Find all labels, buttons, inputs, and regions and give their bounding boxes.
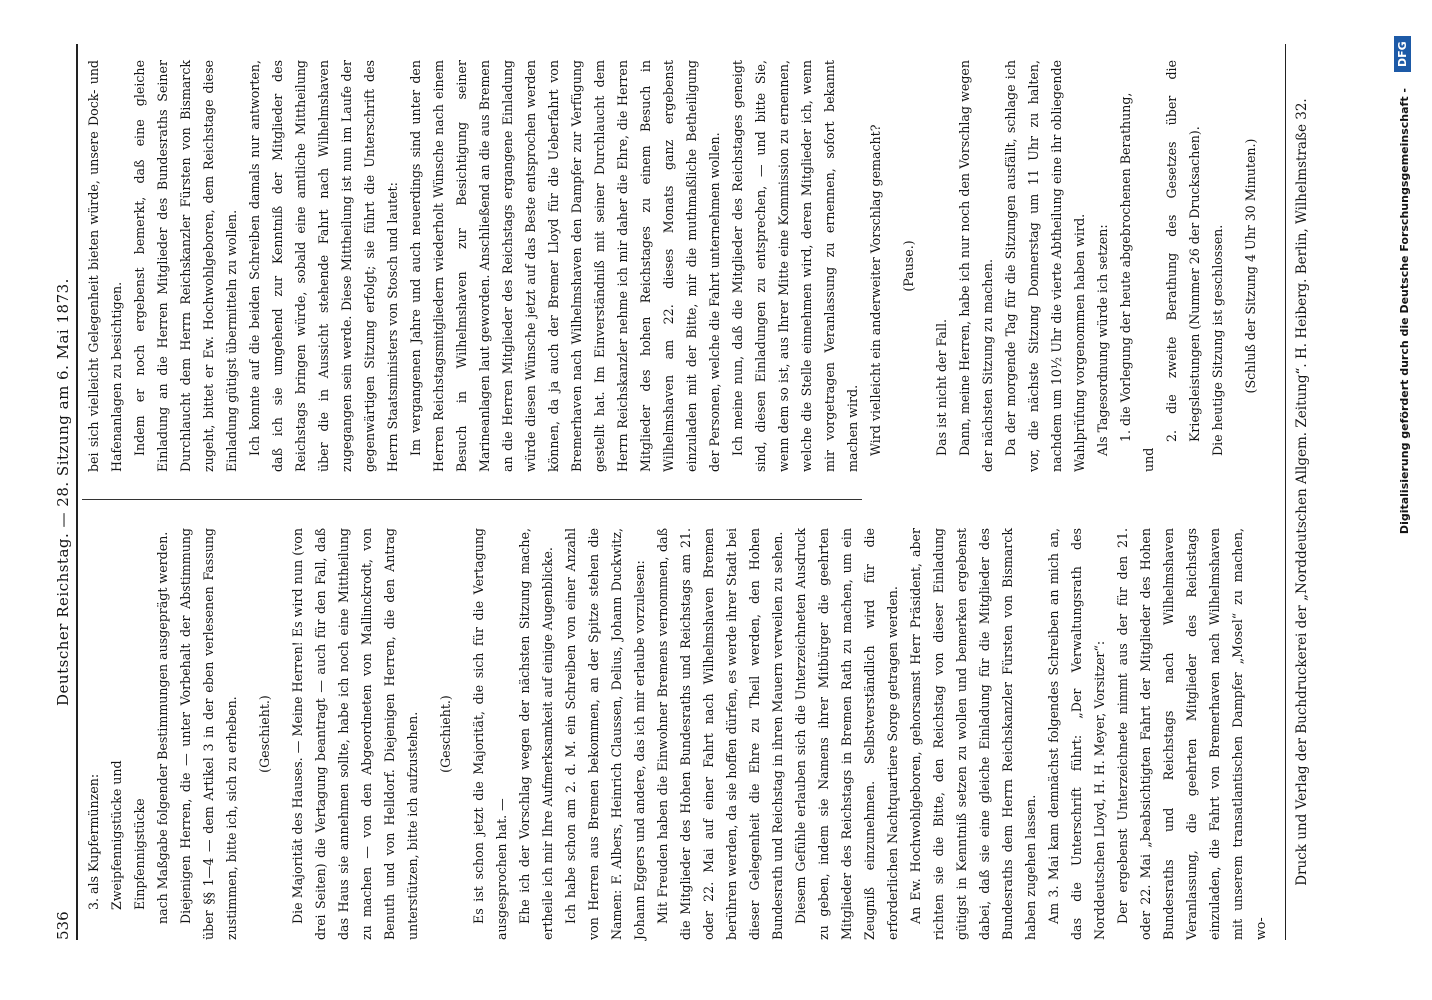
right-column-paragraph: Die heutige Sitzung ist geschlossen. <box>1210 224 1225 456</box>
dfg-logo: DFG <box>1394 36 1411 72</box>
left-column-paragraph: 3. als Kupfermünzen: <box>86 773 101 910</box>
left-column-paragraph: (Geschieht.) <box>257 695 272 773</box>
left-column-paragraph: Es ist schon jetzt die Majorität, die sich für die Vertagung ausgesprochen hat. — <box>471 528 509 940</box>
running-title: Deutscher Reichstag. — 28. Sitzung am 6. Mai 1873. <box>54 278 72 706</box>
left-column-paragraph: nach Maßgabe folgender Bestimmungen ausgeprägt werden. <box>155 531 170 924</box>
right-column <box>82 60 1258 472</box>
left-column <box>82 528 1268 940</box>
left-column-paragraph: An Ew. Hochwohlgeboren, gehorsamst Herr Präsident, aber richten sie die Bitte, den Reichstag von dieser Einladung gütigst in Kenntniß setzen zu wollen und bemerken ergebenst dabei, daß sie eine gleiche Einladung für die Mitglieder des Bundesraths dem Herrn Reichskanzler Fürsten von Bismarck haben zugehen lassen. <box>908 528 1038 940</box>
digitization-notice: Digitalisierung gefördert durch die Deutsche Forschungsgemeinschaft - <box>1398 88 1411 535</box>
right-column-paragraph: 2. die zweite Berathung des Gesetzes über die Kriegsleistungen (Nummer 26 der Drucksachen). <box>1164 60 1202 442</box>
right-column-paragraph: Da der morgende Tag für die Sitzungen ausfällt, schlage ich vor, die nächste Sitzung Donnerstag um 11 Uhr zu halten, nachdem um 10½ Uhr die vierte Abtheilung eine ihr obliegende Wahlprüfung vorgenommen haben wird. <box>1003 60 1087 472</box>
footer-divider <box>1285 44 1286 940</box>
left-column-paragraph: Zweipfennigstücke und <box>109 760 124 910</box>
right-column-paragraph: bei sich vielleicht Gelegenheit bieten würde, unsere Dock- und Hafenanlagen zu besichtigen. <box>86 60 124 472</box>
left-column-paragraph: Ehe ich der Vorschlag wegen der nächsten Sitzung mache, ertheile ich mir Ihre Aufmerksamkeit auf einige Augenblicke. <box>517 528 555 940</box>
right-column-paragraph: Als Tagesordnung würde ich setzen: <box>1095 224 1110 456</box>
left-column-paragraph: Diesem Gefühle erlauben sich die Unterzeichneten Ausdruck zu geben, indem sie Namens ihrer Mitbürger die geehrten Mitglieder des Reichstags in Bremen Rath zu machen, um ein Zeugniß einzunehmen. Selbstverständlich wird für die erforderlichen Nachtquartiere Sorge getragen werden. <box>793 528 900 940</box>
left-column-paragraph: Der ergebenst Unterzeichnete nimmt aus der für den 21. oder 22. Mai „beabsichtigten Fahrt der Mitglieder des Hohen Bundesraths und Reichstags nach Wilhelmshaven Veranlassung, die geehrten Mitglieder des Reichstags einzuladen, die Fahrt von Bremerhaven nach Wilhelmshaven mit unserem transatlantischen Dampfer „Mosel“ zu machen, wo- <box>1115 528 1268 940</box>
right-column-paragraph: und <box>1141 447 1156 472</box>
right-column-paragraph: Ich meine nun, daß die Mitglieder des Reichstages geneigt sind, diesen Einladungen zu entsprechen, — und bitte Sie, wenn dem so ist, aus Ihrer Mitte eine Kommission zu ernennen, welche die Stelle einnehmen wird, deren Mitglieder ich, wenn mir vorgetragen Veranlassung zu ernennen, sofort bekannt machen wird. <box>730 60 860 472</box>
left-column-paragraph: Am 3. Mai kam demnächst folgendes Schreiben an mich an, das die Unterschrift führt: „Der Verwaltungsrath des Norddeutschen Lloyd, H. H. Meyer, Vorsitzer“: <box>1046 528 1107 940</box>
right-column-paragraph: Indem er noch ergebenst bemerkt, daß eine gleiche Einladung an die Herren Mitglieder des Bundesraths Seiner Durchlaucht dem Herrn Reichskanzler Fürsten von Bismarck zugeht, bittet er Ew. Hochwohlgeboren, dem Reichstage diese Einladung gütigst übermitteln zu wollen. <box>132 60 239 472</box>
left-column-paragraph: Einpfennigstücke <box>132 798 147 910</box>
left-column-paragraph: Mit Freuden haben die Einwohner Bremens vernommen, daß die Mitglieder des Hohen Bundesraths und Reichstags am 21. oder 22. Mai auf einer Fahrt nach Wilhelmshaven Bremen berühren werden, da sie hoffen dürfen, es werde ihrer Stadt bei dieser Gelegenheit die Ehre zu Theil werden, den Hohen Bundesrath und Reichstag in ihren Mauern verweilen zu sehen. <box>655 528 785 940</box>
right-column-paragraph: Ich konnte auf die beiden Schreiben damals nur antworten, daß ich sie umgehend zur Kenntniß der Mitglieder des Reichstags bringen würde, sobald eine amtliche Mittheilung über die in Aussicht stehende Fahrt nach Wilhelmshaven zugegangen sein werde. Diese Mittheilung ist nun im Laufe der gegenwärtigen Sitzung erfolgt; sie führt die Unterschrift des Herrn Staatsministers von Stosch und lautet: <box>247 60 400 472</box>
right-column-paragraph: Das ist nicht der Fall. <box>934 319 949 456</box>
left-column-paragraph: (Geschieht.) <box>438 695 453 773</box>
left-column-paragraph: Ich habe schon am 2. d. M. ein Schreiben von einer Anzahl von Herren aus Bremen bekommen, an der Spitze stehen die Namen: F. Albers, Heinrich Claussen, Delius, Johann Duckwitz, Johann Eggers und andere, das ich mir erlaube vorzulesen: <box>563 528 647 940</box>
left-column-paragraph: Diejenigen Herren, die — unter Vorbehalt der Abstimmung über §§ 1—4 — dem Artikel 3 in der eben verlesenen Fassung zustimmen, bitte ich, sich zu erheben. <box>178 528 239 940</box>
right-column-paragraph: (Pause.) <box>901 240 916 292</box>
running-header <box>46 44 78 940</box>
right-column-paragraph: Dann, meine Herren, habe ich nur noch den Vorschlag wegen der nächsten Sitzung zu machen. <box>957 60 995 472</box>
left-column-paragraph: Die Majorität des Hauses. — Meine Herren! Es wird nun (von drei Seiten) die Vertagung beantragt — auch für den Fall, daß das Haus sie annehmen sollte, habe ich noch eine Mittheilung zu machen — von den Abgeordneten von Mallinckrodt, von Benuth und von Helldorf. Diejenigen Herren, die den Antrag unterstützen, bitte ich aufzustehen. <box>290 528 420 940</box>
column-divider <box>82 499 862 500</box>
right-column-paragraph: Im vergangenen Jahre und auch neuerdings sind unter den Herren Reichstagsmitgliedern wiederholt Wünsche nach einem Besuch in Wilhelmshaven zur Besichtigung seiner Marineanlagen laut geworden. Anschließend an die aus Bremen an die Herren Mitglieder des Reichstags ergangene Einladung würde diesen Wünsche jetzt auf das Beste entsprochen werden können, da ja auch der Bremer Lloyd für die Ueberfahrt von Bremerhaven nach Wilhelmshaven den Dampfer zur Verfügung gestellt hat. Im Einverständniß mit seiner Durchlaucht dem Herrn Reichskanzler nehme ich mir daher die Ehre, die Herren Mitglieder des hohen Reichstages zu einem Besuch in Wilhelmshaven am 22. dieses Monats ganz ergebenst einzuladen mit der Bitte, mir die muthmaßliche Betheiligung der Personen, welche die Fahrt unternehmen wollen. <box>408 60 722 472</box>
printer-imprint: Druck und Verlag der Buchdruckerei der „Norddeutschen Allgem. Zeitung“. H. Heiberg. Berlin, Wilhelmstraße 32. <box>1294 98 1310 886</box>
right-column-paragraph: 1. die Vorlegung der heute abgebrochenen Berathung, <box>1118 92 1133 442</box>
right-column-paragraph: (Schluß der Sitzung 4 Uhr 30 Minuten.) <box>1243 138 1258 394</box>
page-number: 536 <box>54 911 72 940</box>
right-column-paragraph: Wird vielleicht ein anderweiter Vorschlag gemacht? <box>868 124 883 456</box>
